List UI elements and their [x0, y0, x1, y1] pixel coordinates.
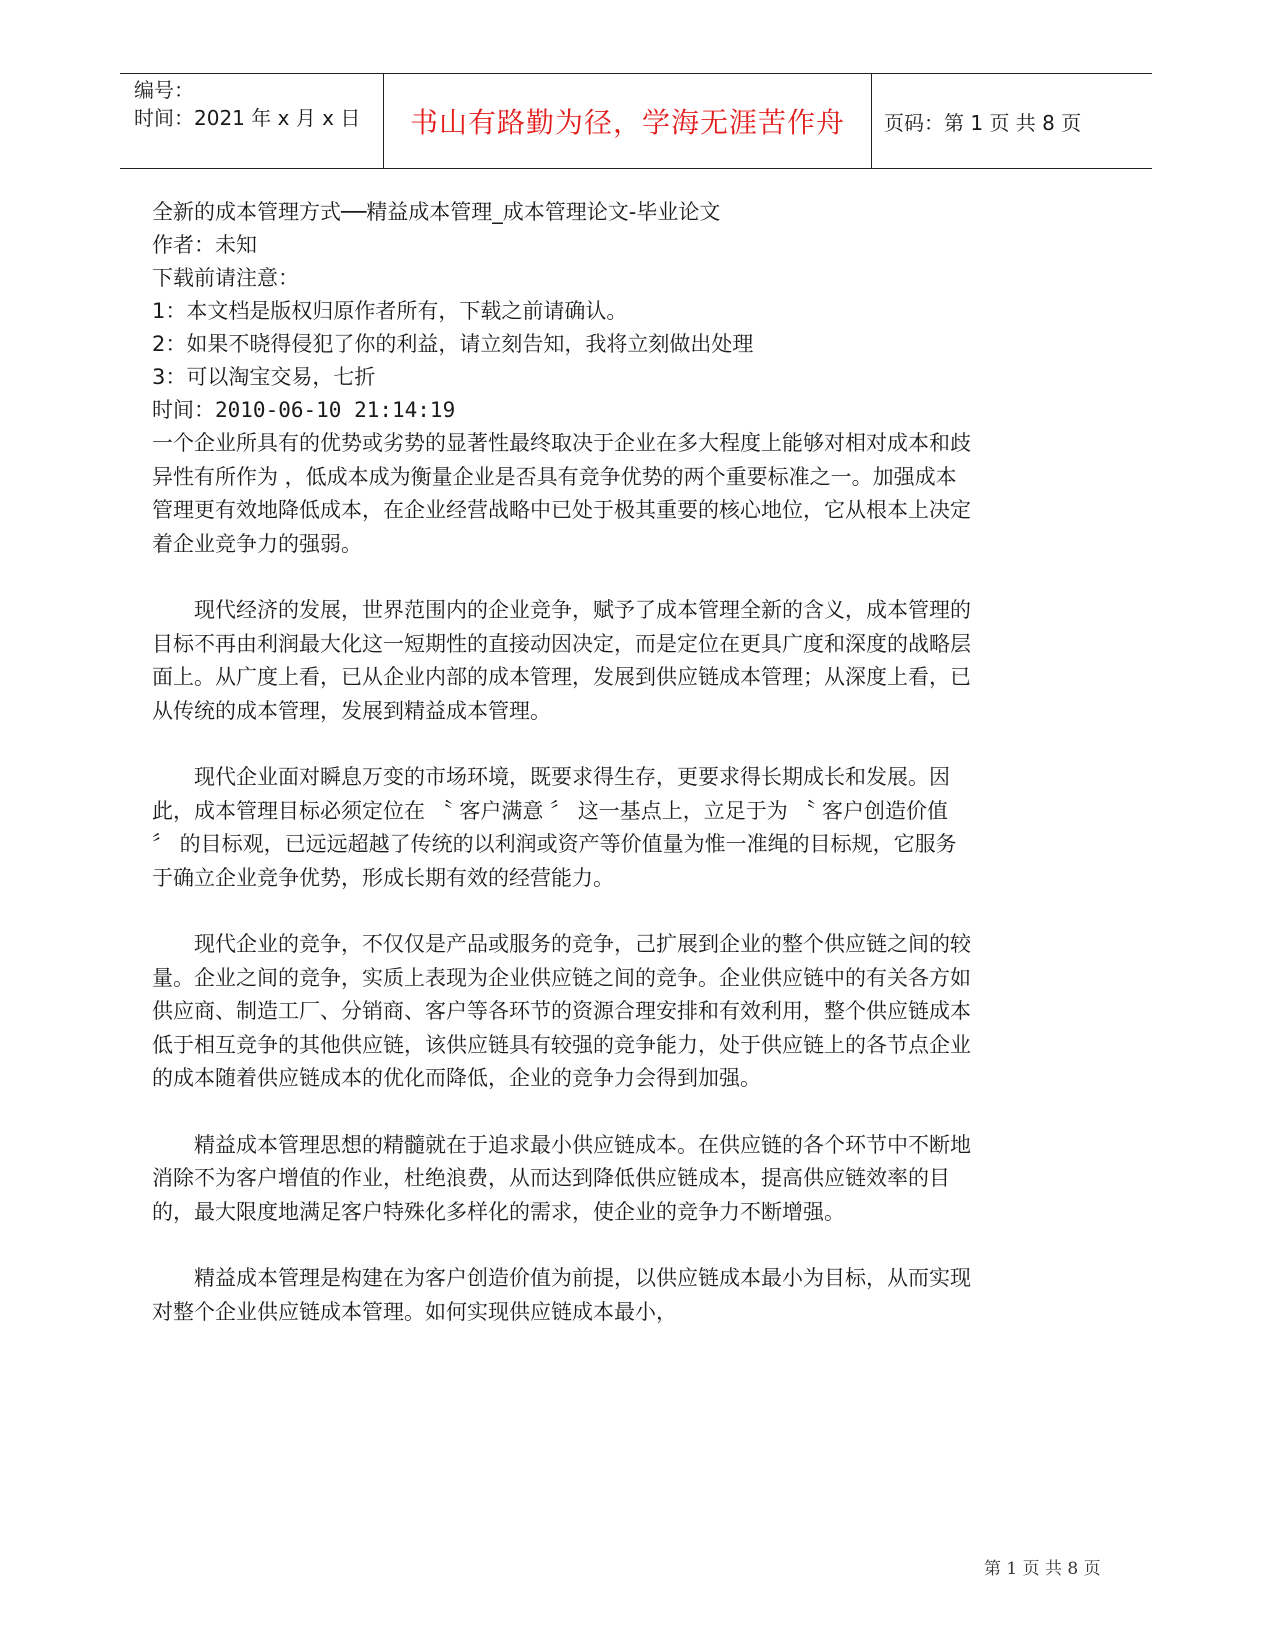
body-paragraph: 一个企业所具有的优势或劣势的显著性最终取决于企业在多大程度上能够对相对成本和歧异性有所作为 ，低成本成为衡量企业是否具有竞争优势的两个重要标准之一。加强成本管理更有效地降低成本，在企业经营战略中已处于极其重要的核心地位，它从根本上决定着企业竞争力的强弱。 [152, 431, 971, 556]
body-paragraph: 现代经济的发展，世界范围内的企业竞争，赋予了成本管理全新的含义，成本管理的目标不再由利润最大化这一短期性的直接动因决定，而是定位在更具广度和深度的战略层面上。从广度上看，已从企业内部的成本管理，发展到供应链成本管理；从深度上看，已从传统的成本管理，发展到精益成本管理。 [152, 598, 971, 723]
body-paragraph: 现代企业面对瞬息万变的市场环境，既要求得生存，更要求得长期成长和发展。因此，成本管理目标必须定位在 〝 客户满意 〞 这一基点上，立足于为 〝 客户创造价值 〞 的目标观，已远远超越了传统的以利润或资产等价值量为惟一准绳的目标规，它服务于确立企业竞争优势，形成长期有效的经营能力。 [152, 765, 957, 890]
notice-item: 3：可以淘宝交易，七折 [152, 365, 376, 389]
time-label: 时间：2021 年 x 月 x 日 [134, 106, 361, 130]
motto: 书山有路勤为径，学海无涯苦作舟 [409, 106, 845, 139]
page-code: 页码：第 1 页 共 8 页 [884, 110, 1082, 135]
page-footer: 第 1 页 共 8 页 [984, 1559, 1101, 1579]
number-label: 编号： [134, 78, 194, 102]
timestamp-line: 时间：2010-06-10 21:14:19 [152, 398, 456, 422]
document-header [120, 73, 1152, 169]
body-paragraph: 现代企业的竞争，不仅仅是产品或服务的竞争，己扩展到企业的整个供应链之间的较量。企业之间的竞争，实质上表现为企业供应链之间的竞争。企业供应链中的有关各方如供应商、制造工厂、分销商、客户等各环节的资源合理安排和有效利用，整个供应链成本低于相互竞争的其他供应链，该供应链具有较强的竞争能力，处于供应链上的各节点企业的成本随着供应链成本的优化而降低，企业的竞争力会得到加强。 [152, 932, 971, 1090]
notice-item: 1：本文档是版权归原作者所有，下载之前请确认。 [152, 299, 628, 323]
notice-item: 2：如果不晓得侵犯了你的利益，请立刻告知，我将立刻做出处理 [152, 332, 754, 356]
body-paragraph: 精益成本管理思想的精髓就在于追求最小供应链成本。在供应链的各个环节中不断地消除不为客户增值的作业，杜绝浪费，从而达到降低供应链成本，提高供应链效率的目的，最大限度地满足客户特殊化多样化的需求，使企业的竞争力不断增强。 [152, 1132, 971, 1224]
header-motto-cell [384, 74, 872, 168]
document-title: 全新的成本管理方式──精益成本管理_成本管理论文-毕业论文 [152, 200, 721, 224]
author-line: 作者：未知 [152, 233, 257, 257]
body-paragraph: 精益成本管理是构建在为客户创造价值为前提，以供应链成本最小为目标，从而实现对整个企业供应链成本管理。如何实现供应链成本最小， [152, 1266, 971, 1324]
notice-title: 下载前请注意： [152, 266, 299, 290]
header-info-cell [120, 74, 384, 168]
header-page-cell [872, 74, 1152, 168]
document-body [152, 196, 972, 1329]
